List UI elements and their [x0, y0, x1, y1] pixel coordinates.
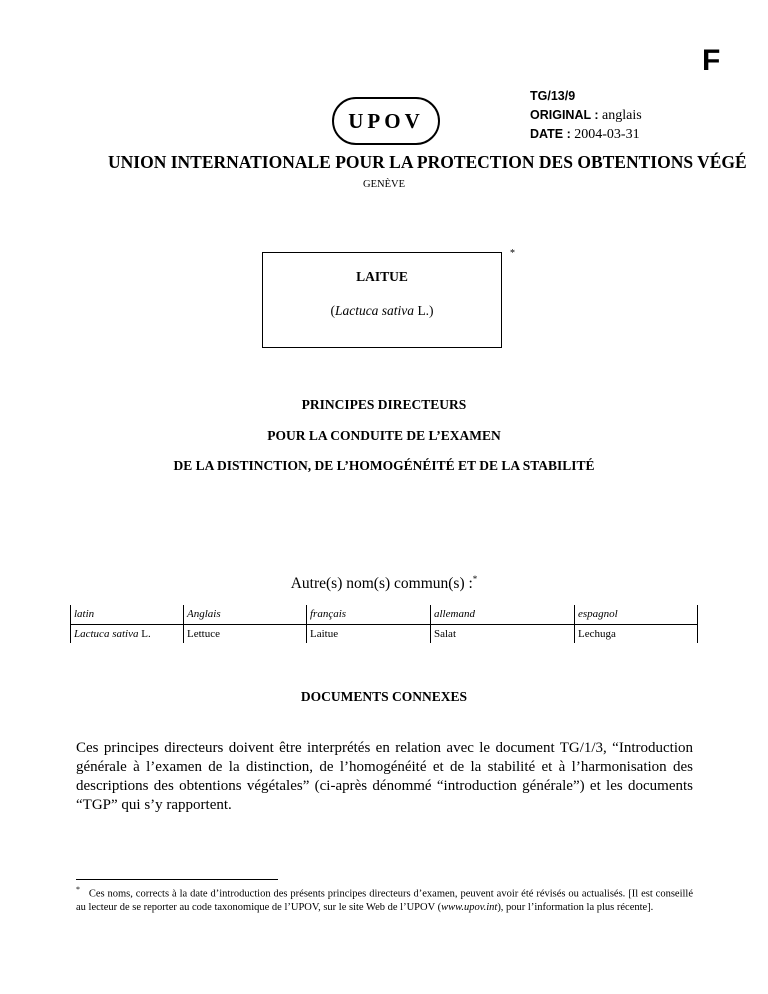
language-code: F [702, 44, 721, 77]
header-spanish: espagnol [578, 608, 618, 620]
related-paragraph: Ces principes directeurs doivent être interprétés en relation avec le document TG/1/3, “Introduction générale à l’examen de la distinction, de l’homogénéité et de la stabilité et à l’harmonisation des descriptions des obtentions végétales” (ci-après dénommé “introduction générale”) et les documents “TGP” qui s’y rapportent. [76, 740, 693, 813]
header-german: allemand [434, 608, 475, 620]
document-date [530, 125, 640, 144]
footnote-text-2: ), pour l’information la plus récente]. [497, 902, 654, 913]
header-french: français [310, 608, 347, 620]
doc-reference-value: TG/13/9 [530, 89, 576, 103]
common-names-mark: * [472, 574, 478, 584]
original-label: ORIGINAL : [530, 108, 599, 122]
heading-line-3: DE LA DISTINCTION, DE L’HOMOGÉNÉITÉ ET DE LA STABILITÉ [173, 458, 595, 473]
value-french: Laitue [310, 628, 339, 640]
heading-line-1: PRINCIPES DIRECTEURS [301, 397, 467, 412]
organization-name: UNION INTERNATIONALE POUR LA PROTECTION DES OBTENTIONS VÉGÉ [108, 152, 747, 172]
footnote-link: www.upov.int [441, 902, 498, 913]
header-english: Anglais [187, 608, 221, 620]
city-name: GENÈVE [363, 179, 405, 190]
related-heading: DOCUMENTS CONNEXES [300, 689, 468, 704]
table-divider [183, 605, 184, 643]
value-latin: Lactuca sativa L. [74, 628, 151, 640]
common-names-table [70, 605, 698, 642]
table-divider [306, 605, 307, 643]
original-language [530, 106, 642, 125]
value-english: Lettuce [187, 628, 220, 640]
footnote-rule [76, 879, 278, 880]
upov-logo-text: UPOV [348, 108, 424, 133]
table-header-row [70, 605, 698, 624]
latin-suffix: L.) [417, 303, 434, 318]
common-names-label [0, 574, 768, 593]
title-box [262, 252, 502, 348]
footnote [76, 883, 693, 915]
table-row [70, 624, 698, 642]
original-value: anglais [602, 108, 642, 123]
value-spanish: Lechuga [578, 628, 616, 640]
date-value: 2004-03-31 [574, 127, 640, 142]
crop-latin-name [263, 303, 501, 319]
doc-reference [530, 87, 575, 106]
table-divider [430, 605, 431, 643]
value-latin-italic: Lactuca sativa [74, 628, 139, 640]
paren-open: ( [330, 303, 335, 318]
latin-name-italic: Lactuca sativa [334, 303, 415, 318]
crop-title: LAITUE [356, 269, 408, 284]
header-latin: latin [74, 608, 95, 620]
table-divider [574, 605, 575, 643]
common-names-text: Autre(s) nom(s) commun(s) : [290, 575, 473, 593]
footnote-text-1: Ces noms, corrects à la date d’introduction des présents principes directeurs d’examen, peuvent avoir été révisés ou actualisés. [Il est conseillé au lecteur de se reporter au code taxonomique de l’UPOV, sur le site Web de l’UPOV ( [76, 888, 693, 913]
table-divider [70, 605, 71, 643]
footnote-mark: * [76, 885, 80, 894]
value-german: Salat [434, 628, 456, 640]
heading-line-2: POUR LA CONDUITE DE L’EXAMEN [267, 428, 501, 443]
date-label: DATE : [530, 127, 571, 141]
title-footnote-mark: * [510, 248, 515, 259]
table-divider [697, 605, 698, 643]
upov-logo [332, 97, 440, 145]
